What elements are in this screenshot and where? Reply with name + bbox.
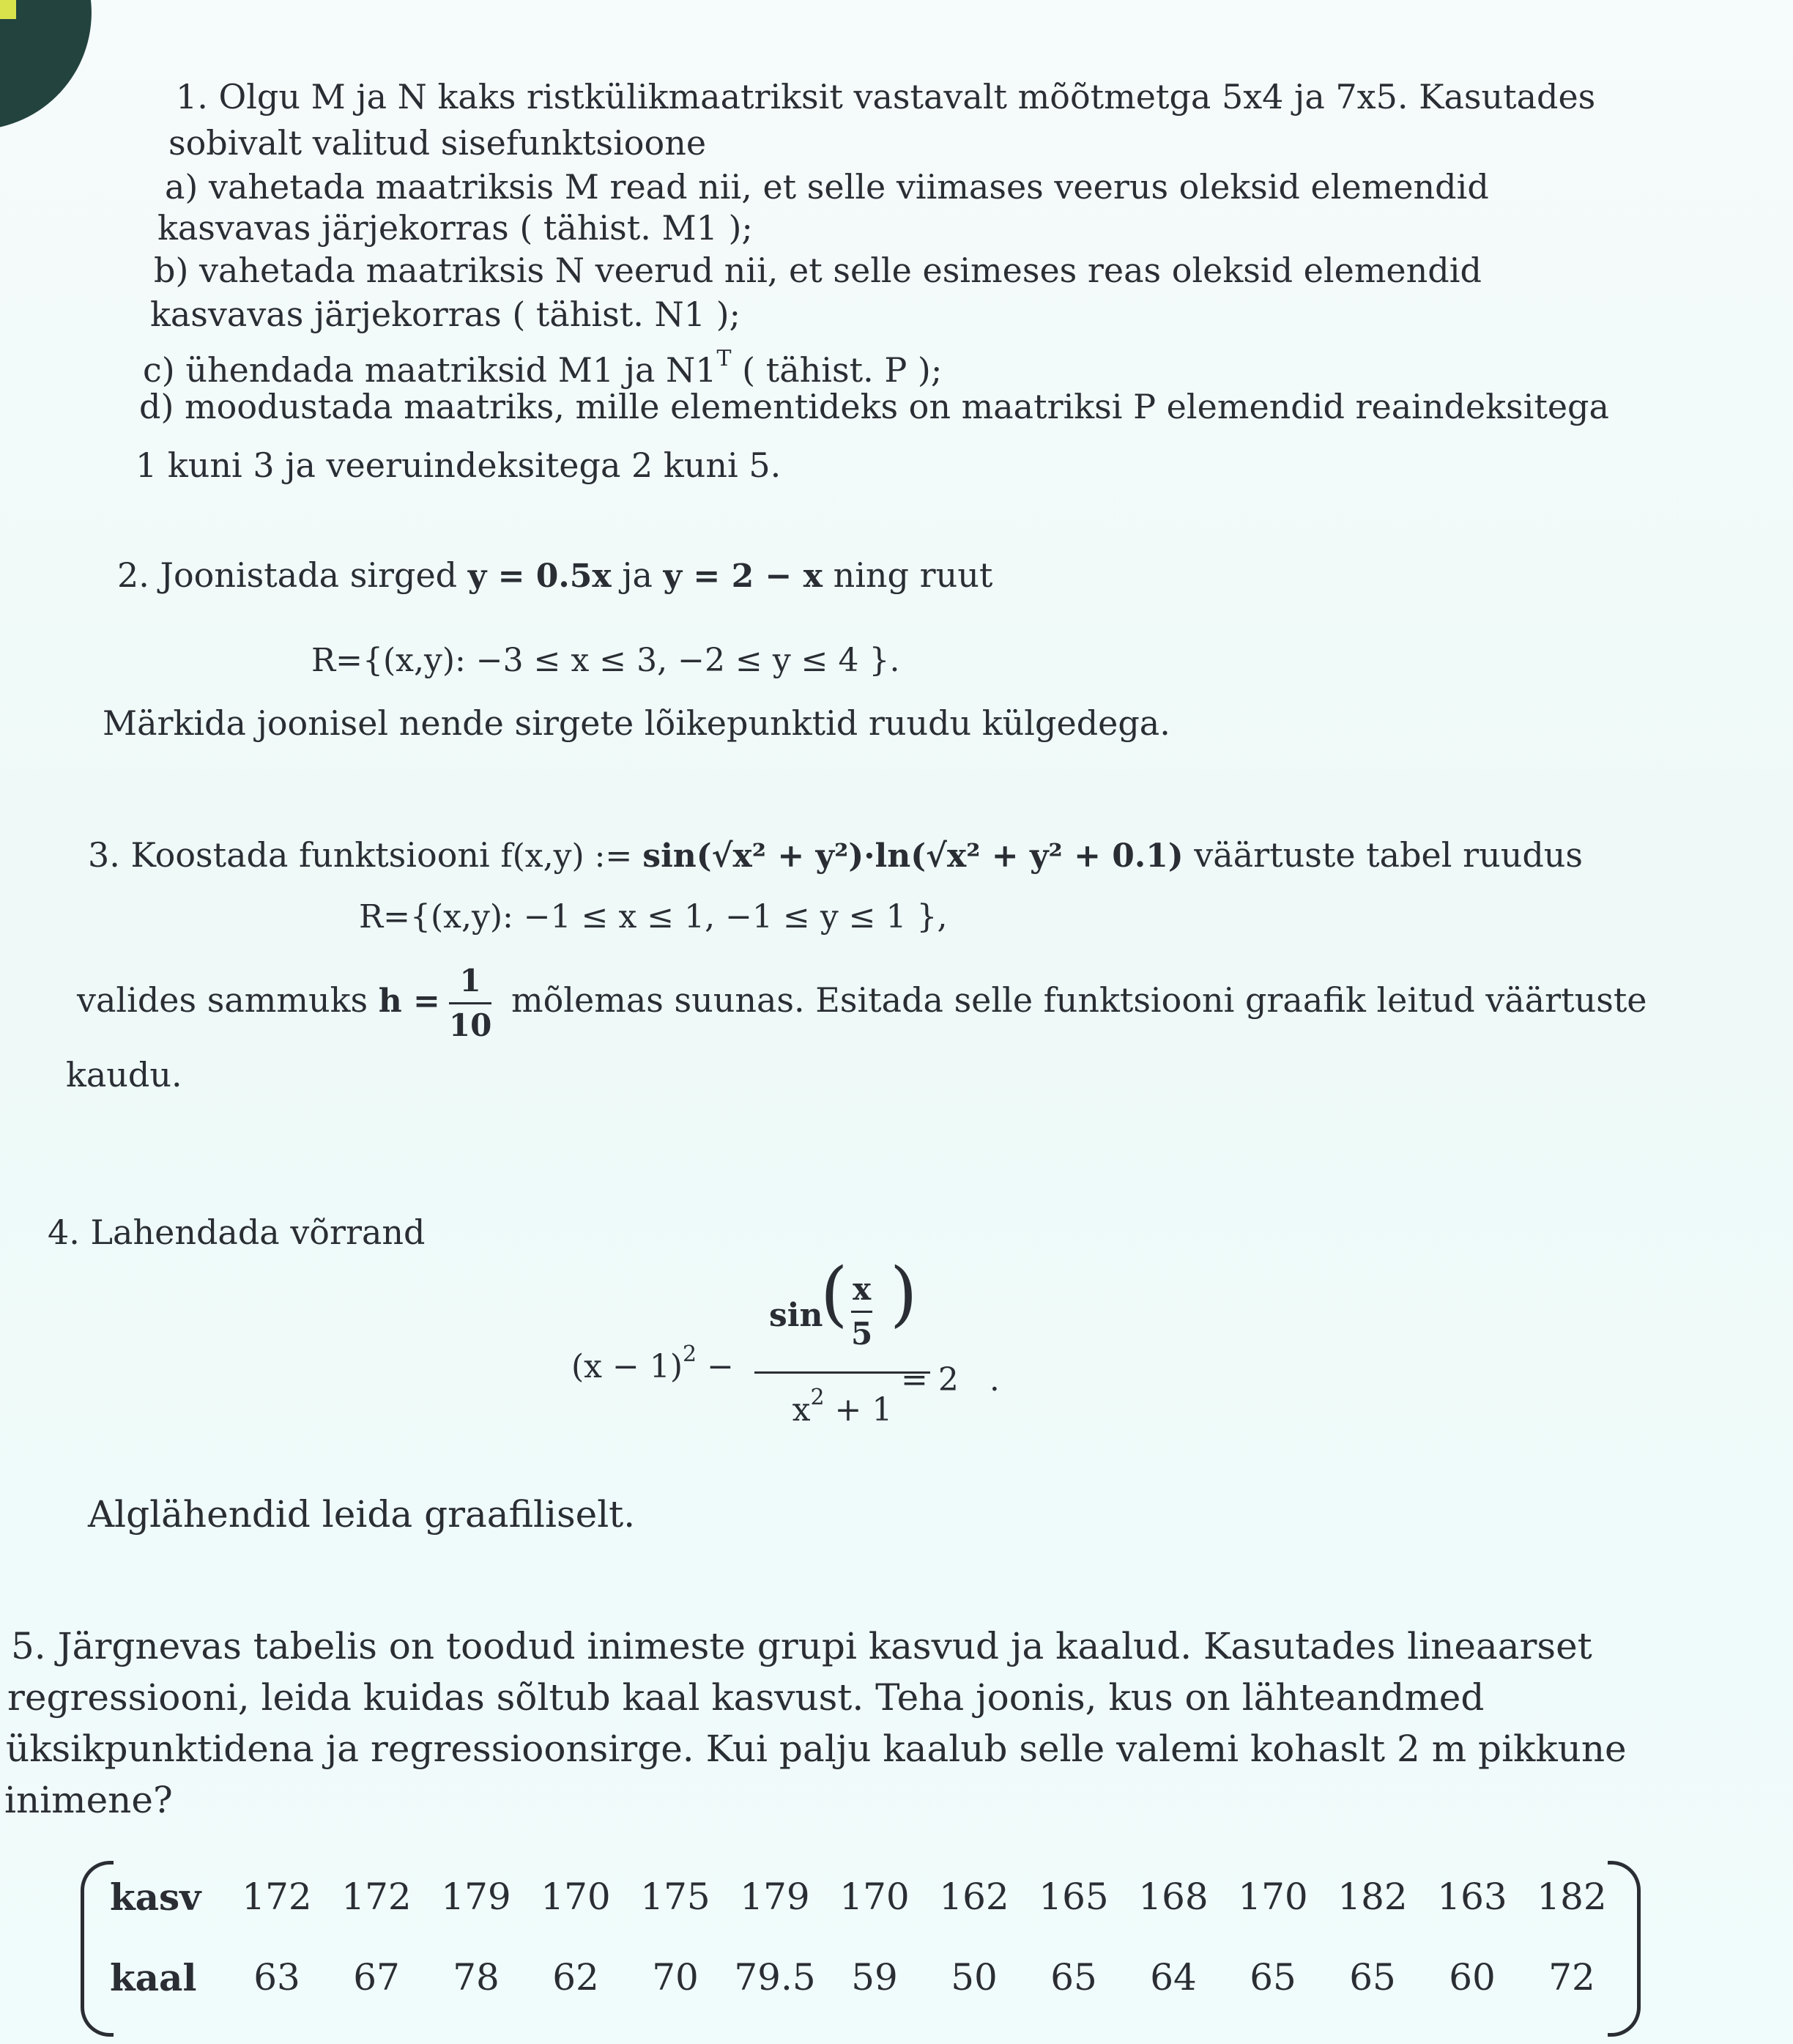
q1-c-text: c) ühendada maatriksid M1 ja N1 [143,350,717,390]
q3-h: h = [378,982,440,1020]
q1-b-line1: b) vahetada maatriksis N veerud nii, et selle esimeses reas oleksid elemendid [154,251,1482,290]
kaal-cell: 63 [253,1956,300,1999]
q3-line [88,835,1583,876]
q4-lhs [571,1341,734,1385]
q1-b-line2: kasvavas järjekorras ( tähist. N1 ); [150,295,741,334]
kaal-cell: 50 [951,1956,998,1999]
kaal-cell: 65 [1349,1956,1396,1999]
q3-step-text: valides sammuks [77,980,379,1020]
q3-step-line [77,960,1647,1044]
q3-region: R={(x,y): −1 ≤ x ≤ 1, −1 ≤ y ≤ 1 }, [359,898,948,936]
q1-d-line1: d) moodustada maatriks, mille elementideks on maatriksi P elemendid reaindeksitega [139,387,1609,426]
q3-step-den: 10 [448,1007,492,1043]
q4-title: 4. Lahendada võrrand [48,1212,426,1252]
kasv-cell: 165 [1039,1875,1109,1918]
kasv-label: kasv [110,1875,201,1919]
q4-den-base: x [792,1391,811,1429]
q3-dot: · [864,837,875,875]
q3-text: 3. Koostada funktsiooni [88,835,501,875]
q5-line3: üksikpunktidena ja regressioonsirge. Kui palju kaalub selle valemi kohaslt 2 m pikkune [6,1728,1627,1770]
q1-line1: 1. Olgu M ja N kaks ristkülikmaatriksit vastavalt mõõtmetga 5x4 ja 7x5. Kasutades [176,77,1596,116]
corner-sticker [0,0,16,19]
kaal-cell: 60 [1449,1956,1496,1999]
q5-line2: regressiooni, leida kuidas sõltub kaal kasvust. Teha joonis, kus on lähteandmed [7,1676,1485,1719]
kasv-cell: 170 [1238,1875,1308,1918]
q2-eq1: y = 0.5x [467,558,612,595]
binder-corner [0,0,107,135]
q2-note: Märkida joonisel nende sirgete lõikepunktid ruudu külgedega. [103,703,1170,743]
q4-den-rest: + 1 [824,1391,893,1429]
q1-a-line2: kasvavas järjekorras ( tähist. M1 ); [157,208,753,248]
q2-post: ning ruut [822,555,993,595]
q4-den-sup: 2 [810,1385,825,1410]
kasv-cell: 168 [1138,1875,1209,1918]
q4-lhs-base: (x − 1) [571,1348,683,1385]
q5-line1: 5. Järgnevas tabelis on toodud inimeste grupi kasvud ja kaalud. Kasutades lineaarset [11,1625,1592,1667]
q2-region: R={(x,y): −3 ≤ x ≤ 3, −2 ≤ y ≤ 4 }. [311,642,900,679]
q4-period: . [989,1361,1000,1399]
kasv-cell: 182 [1337,1875,1408,1918]
q4-minus: − [697,1348,734,1385]
kasv-cell: 170 [839,1875,910,1918]
q1-c-post: ( tähist. P ); [731,350,943,390]
kaal-label: kaal [110,1956,197,1999]
kasv-cell: 162 [939,1875,1009,1918]
q3-step-post: mõlemas suunas. Esitada selle funktsiooni graafik leitud väärtuste [500,980,1647,1020]
q2-mid: ja [611,555,664,595]
kaal-cell: 67 [353,1956,400,1999]
q1-line2: sobivalt valitud sisefunktsioone [168,123,707,163]
q3-fname: f(x,y) := [500,837,643,875]
q4-paren-left: ( [820,1253,848,1335]
transpose-sup: T [716,346,732,371]
q3-step-num: 1 [459,962,481,999]
q4-sin-label: sin [769,1297,823,1334]
kasv-cell: 179 [740,1875,810,1918]
q4-rhs-value: = 2 [901,1361,959,1399]
q4-inner-den: 5 [851,1316,873,1352]
kaal-cell: 64 [1150,1956,1197,1999]
q2-text: 2. Joonistada sirged [117,555,468,595]
kasv-row [110,1875,1622,1919]
matrix-bracket-left [81,1861,114,2037]
q4-numerator [754,1253,930,1363]
kaal-row [110,1956,1622,1999]
q4-note: Alglähendid leida graafiliselt. [88,1493,636,1536]
q4-rhs [901,1361,1000,1399]
q4-inner-fraction [851,1271,872,1352]
kaal-cell: 78 [453,1956,500,1999]
kasv-cell: 175 [640,1875,710,1918]
kaal-cell: 79.5 [734,1956,816,1999]
kaal-cell: 70 [652,1956,699,1999]
q1-d-line2: 1 kuni 3 ja veeruindeksitega 2 kuni 5. [136,445,782,485]
fraction-bar [851,1311,872,1313]
q5-line4: inimene? [4,1779,173,1821]
kaal-cell: 65 [1050,1956,1097,1999]
q4-fraction [754,1253,930,1429]
kasv-cell: 170 [541,1875,611,1918]
kaal-cell: 72 [1548,1956,1595,1999]
fraction-bar [449,1002,491,1004]
q4-lhs-sup: 2 [682,1341,697,1367]
kaal-cell: 65 [1250,1956,1296,1999]
q3-post: väärtuste tabel ruudus [1183,835,1584,875]
kaal-cell: 62 [552,1956,599,1999]
q1-a-line1: a) vahetada maatriksis M read nii, et selle viimases veerus oleksid elemendid [165,167,1489,207]
q2-eq2: y = 2 − x [663,558,823,595]
data-matrix [81,1861,1641,2037]
q3-sin-part: sin(√x² + y²) [642,837,864,875]
kasv-cell: 179 [441,1875,511,1918]
kaal-cell: 59 [851,1956,898,1999]
q2-line [117,555,992,596]
kasv-cell: 182 [1537,1875,1607,1918]
kasv-cell: 163 [1437,1875,1507,1918]
q3-ln-part: ln(√x² + y² + 0.1) [875,837,1184,875]
q4-inner-num: x [853,1271,872,1307]
kasv-cell: 172 [341,1875,412,1918]
q3-step-fraction [449,963,491,1044]
q4-paren-right: ) [890,1253,918,1335]
q3-last: kaudu. [66,1055,182,1095]
kasv-cell: 172 [242,1875,312,1918]
